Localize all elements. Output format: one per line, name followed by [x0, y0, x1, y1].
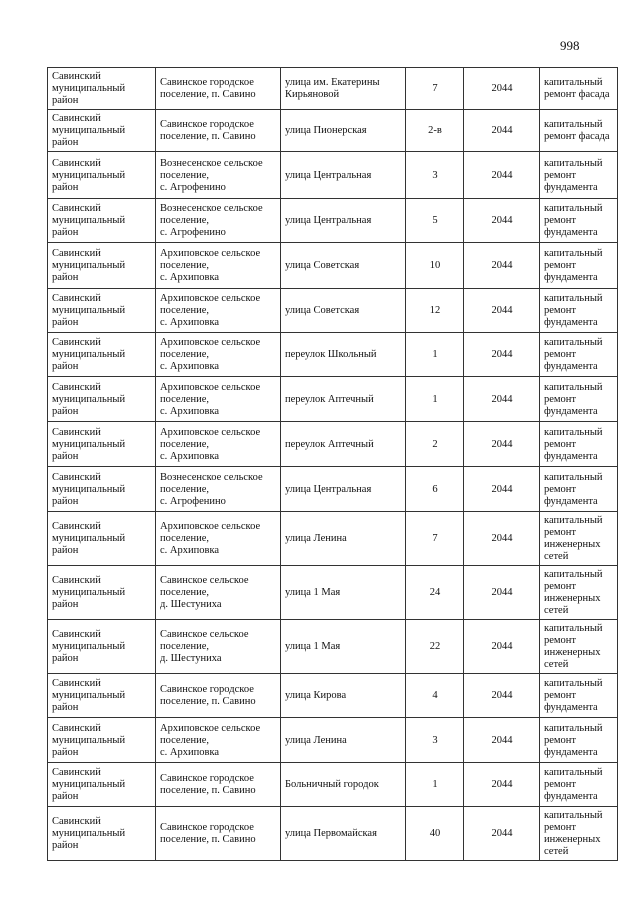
table-row — [48, 377, 618, 422]
table-row — [48, 467, 618, 512]
table-row — [48, 333, 618, 377]
year-cell: 2044 — [464, 422, 540, 467]
district-cell: Савинский муниципальный район — [48, 566, 156, 620]
street-cell: улица 1 Мая — [281, 620, 406, 674]
settlement-cell: Савинское сельское поселение, д. Шестуниха — [156, 620, 281, 674]
table-row — [48, 289, 618, 333]
year-cell: 2044 — [464, 763, 540, 807]
district-cell: Савинский муниципальный район — [48, 243, 156, 289]
district-cell: Савинский муниципальный район — [48, 152, 156, 199]
work-type-cell: капитальный ремонт фундамента — [540, 289, 618, 333]
work-type-cell: капитальный ремонт фундамента — [540, 377, 618, 422]
house-number-cell: 2-в — [406, 110, 464, 152]
table-row — [48, 422, 618, 467]
year-cell: 2044 — [464, 512, 540, 566]
settlement-cell: Савинское городское поселение, п. Савино — [156, 674, 281, 718]
settlement-cell: Савинское городское поселение, п. Савино — [156, 68, 281, 110]
work-type-cell: капитальный ремонт инженерных сетей — [540, 807, 618, 861]
district-cell: Савинский муниципальный район — [48, 620, 156, 674]
year-cell: 2044 — [464, 289, 540, 333]
house-number-cell: 1 — [406, 333, 464, 377]
district-cell: Савинский муниципальный район — [48, 718, 156, 763]
work-type-cell: капитальный ремонт фундамента — [540, 243, 618, 289]
year-cell: 2044 — [464, 620, 540, 674]
street-cell: улица Центральная — [281, 467, 406, 512]
year-cell: 2044 — [464, 377, 540, 422]
district-cell: Савинский муниципальный район — [48, 377, 156, 422]
settlement-cell: Вознесенское сельское поселение, с. Агрофенино — [156, 152, 281, 199]
table-row — [48, 243, 618, 289]
register-table-body — [48, 68, 618, 861]
work-type-cell: капитальный ремонт фасада — [540, 110, 618, 152]
street-cell: улица Центральная — [281, 199, 406, 243]
house-number-cell: 1 — [406, 763, 464, 807]
settlement-cell: Архиповское сельское поселение, с. Архиповка — [156, 243, 281, 289]
house-number-cell: 2 — [406, 422, 464, 467]
settlement-cell: Савинское сельское поселение, д. Шестуниха — [156, 566, 281, 620]
street-cell: улица Центральная — [281, 152, 406, 199]
district-cell: Савинский муниципальный район — [48, 110, 156, 152]
settlement-cell: Вознесенское сельское поселение, с. Агрофенино — [156, 467, 281, 512]
street-cell: улица Советская — [281, 289, 406, 333]
street-cell: улица Ленина — [281, 718, 406, 763]
house-number-cell: 10 — [406, 243, 464, 289]
district-cell: Савинский муниципальный район — [48, 333, 156, 377]
settlement-cell: Савинское городское поселение, п. Савино — [156, 763, 281, 807]
street-cell: переулок Школьный — [281, 333, 406, 377]
house-number-cell: 5 — [406, 199, 464, 243]
work-type-cell: капитальный ремонт фундамента — [540, 674, 618, 718]
house-number-cell: 6 — [406, 467, 464, 512]
district-cell: Савинский муниципальный район — [48, 674, 156, 718]
street-cell: улица Первомайская — [281, 807, 406, 861]
work-type-cell: капитальный ремонт фундамента — [540, 152, 618, 199]
year-cell: 2044 — [464, 566, 540, 620]
house-number-cell: 24 — [406, 566, 464, 620]
district-cell: Савинский муниципальный район — [48, 422, 156, 467]
settlement-cell: Савинское городское поселение, п. Савино — [156, 110, 281, 152]
year-cell: 2044 — [464, 467, 540, 512]
settlement-cell: Архиповское сельское поселение, с. Архиповка — [156, 422, 281, 467]
year-cell: 2044 — [464, 718, 540, 763]
work-type-cell: капитальный ремонт фундамента — [540, 763, 618, 807]
house-number-cell: 4 — [406, 674, 464, 718]
house-number-cell: 3 — [406, 718, 464, 763]
work-type-cell: капитальный ремонт инженерных сетей — [540, 512, 618, 566]
year-cell: 2044 — [464, 333, 540, 377]
work-type-cell: капитальный ремонт фундамента — [540, 422, 618, 467]
table-row — [48, 674, 618, 718]
district-cell: Савинский муниципальный район — [48, 68, 156, 110]
work-type-cell: капитальный ремонт фундамента — [540, 333, 618, 377]
work-type-cell: капитальный ремонт фундамента — [540, 718, 618, 763]
table-row — [48, 620, 618, 674]
house-number-cell: 1 — [406, 377, 464, 422]
settlement-cell: Савинское городское поселение, п. Савино — [156, 807, 281, 861]
house-number-cell: 22 — [406, 620, 464, 674]
street-cell: улица им. Екатерины Кирьяновой — [281, 68, 406, 110]
district-cell: Савинский муниципальный район — [48, 512, 156, 566]
table-row — [48, 199, 618, 243]
district-cell: Савинский муниципальный район — [48, 467, 156, 512]
house-number-cell: 7 — [406, 68, 464, 110]
table-row — [48, 807, 618, 861]
table-row — [48, 512, 618, 566]
work-type-cell: капитальный ремонт инженерных сетей — [540, 566, 618, 620]
street-cell: улица 1 Мая — [281, 566, 406, 620]
table-row — [48, 718, 618, 763]
settlement-cell: Архиповское сельское поселение, с. Архиповка — [156, 512, 281, 566]
year-cell: 2044 — [464, 199, 540, 243]
street-cell: переулок Аптечный — [281, 377, 406, 422]
street-cell: улица Ленина — [281, 512, 406, 566]
street-cell: улица Пионерская — [281, 110, 406, 152]
work-type-cell: капитальный ремонт фундамента — [540, 199, 618, 243]
year-cell: 2044 — [464, 674, 540, 718]
year-cell: 2044 — [464, 243, 540, 289]
settlement-cell: Архиповское сельское поселение, с. Архиповка — [156, 377, 281, 422]
table-row — [48, 68, 618, 110]
table-row — [48, 152, 618, 199]
year-cell: 2044 — [464, 68, 540, 110]
street-cell: улица Советская — [281, 243, 406, 289]
house-number-cell: 40 — [406, 807, 464, 861]
table-row — [48, 566, 618, 620]
street-cell: переулок Аптечный — [281, 422, 406, 467]
street-cell: улица Кирова — [281, 674, 406, 718]
page-number: 998 — [560, 38, 580, 53]
house-number-cell: 12 — [406, 289, 464, 333]
house-number-cell: 3 — [406, 152, 464, 199]
table-row — [48, 763, 618, 807]
table-row — [48, 110, 618, 152]
district-cell: Савинский муниципальный район — [48, 763, 156, 807]
year-cell: 2044 — [464, 110, 540, 152]
work-type-cell: капитальный ремонт инженерных сетей — [540, 620, 618, 674]
settlement-cell: Вознесенское сельское поселение, с. Агрофенино — [156, 199, 281, 243]
district-cell: Савинский муниципальный район — [48, 289, 156, 333]
house-number-cell: 7 — [406, 512, 464, 566]
district-cell: Савинский муниципальный район — [48, 199, 156, 243]
settlement-cell: Архиповское сельское поселение, с. Архиповка — [156, 718, 281, 763]
year-cell: 2044 — [464, 152, 540, 199]
street-cell: Больничный городок — [281, 763, 406, 807]
work-type-cell: капитальный ремонт фасада — [540, 68, 618, 110]
settlement-cell: Архиповское сельское поселение, с. Архиповка — [156, 333, 281, 377]
district-cell: Савинский муниципальный район — [48, 807, 156, 861]
register-table — [47, 67, 618, 861]
settlement-cell: Архиповское сельское поселение, с. Архиповка — [156, 289, 281, 333]
work-type-cell: капитальный ремонт фундамента — [540, 467, 618, 512]
year-cell: 2044 — [464, 807, 540, 861]
